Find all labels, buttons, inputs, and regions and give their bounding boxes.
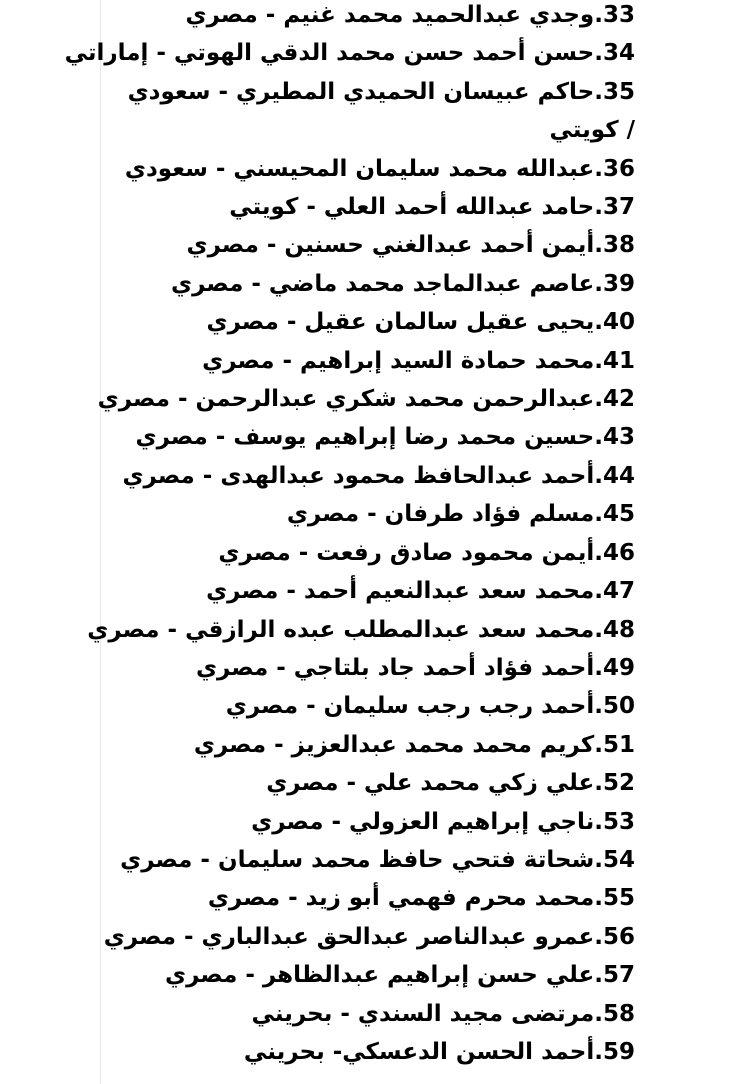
list-item-number: 34 bbox=[602, 40, 635, 67]
list-item-number: 50 bbox=[602, 693, 635, 720]
list-item-text: أحمد رجب رجب سليمان - مصري bbox=[225, 693, 595, 720]
list-item-text: محمد سعد عبدالنعيم أحمد - مصري bbox=[206, 578, 595, 605]
list-item-text: محمد حمادة السيد إبراهيم - مصري bbox=[202, 347, 595, 374]
list-item-text: عاصم عبدالماجد محمد ماضي - مصري bbox=[171, 270, 595, 297]
list-item-text: محمد سعد عبدالمطلب عبده الرازقي - مصري bbox=[87, 616, 595, 643]
list-item-separator: . bbox=[594, 578, 603, 605]
list-item-text: ناجي إبراهيم العزولي - مصري bbox=[251, 808, 595, 835]
list-item-number: 57 bbox=[602, 962, 635, 989]
list-item-separator: . bbox=[594, 232, 603, 259]
list-item-number: 49 bbox=[602, 654, 635, 681]
list-item bbox=[115, 73, 635, 150]
list-item bbox=[115, 534, 635, 572]
list-item-text: وجدي عبدالحميد محمد غنيم - مصري bbox=[185, 2, 595, 28]
list-item bbox=[115, 265, 635, 303]
list-item-text: عبدالله محمد سليمان المحيسني - سعودي bbox=[124, 155, 595, 182]
list-item-text: حسين محمد رضا إبراهيم يوسف - مصري bbox=[135, 424, 595, 451]
list-item bbox=[115, 1033, 635, 1071]
list-item-text: كريم محمد محمد عبدالعزيز - مصري bbox=[193, 731, 595, 758]
list-item-separator: . bbox=[594, 386, 603, 413]
list-item-number: 47 bbox=[602, 578, 635, 605]
list-item-separator: . bbox=[594, 693, 603, 720]
list-item-separator: . bbox=[594, 770, 603, 797]
list-item-separator: . bbox=[594, 155, 603, 182]
list-item-text: محمد محرم فهمي أبو زيد - مصري bbox=[207, 885, 595, 912]
list-item-text: شحاتة فتحي حافظ محمد سليمان - مصري bbox=[120, 846, 595, 873]
list-item-text: مسلم فؤاد طرفان - مصري bbox=[286, 501, 595, 528]
list-item bbox=[115, 226, 635, 264]
list-item-number: 40 bbox=[602, 309, 635, 336]
list-item-separator: . bbox=[594, 78, 603, 105]
list-item-number: 46 bbox=[602, 539, 635, 566]
list-item-text: مرتضى مجيد السندي - بحريني bbox=[251, 1000, 595, 1027]
list-item-separator: . bbox=[594, 885, 603, 912]
names-list bbox=[64, 0, 635, 1071]
list-item-separator: . bbox=[594, 424, 603, 451]
list-item-number: 52 bbox=[602, 770, 635, 797]
list-item bbox=[64, 34, 635, 72]
list-item-text: عبدالرحمن محمد شكري عبدالرحمن - مصري bbox=[97, 386, 595, 413]
list-item-text: حسن أحمد حسن محمد الدقي الهوتي - إماراتي bbox=[64, 40, 595, 67]
list-item-separator: . bbox=[594, 194, 603, 221]
list-item-number: 37 bbox=[602, 194, 635, 221]
list-item-number: 59 bbox=[602, 1038, 635, 1065]
list-item-number: 55 bbox=[602, 885, 635, 912]
list-item bbox=[87, 611, 635, 649]
list-item-number: 42 bbox=[602, 386, 635, 413]
list-item-number: 51 bbox=[602, 731, 635, 758]
list-item-separator: . bbox=[594, 654, 603, 681]
list-item-text: حاكم عبيسان الحميدي المطيري - سعودي / كويتي bbox=[127, 78, 635, 144]
list-item bbox=[115, 342, 635, 380]
list-item bbox=[115, 803, 635, 841]
list-item bbox=[115, 418, 635, 456]
list-item-separator: . bbox=[594, 846, 603, 873]
list-item-number: 35 bbox=[602, 78, 635, 105]
list-item-text: عمرو عبدالناصر عبدالحق عبدالباري - مصري bbox=[103, 923, 595, 950]
list-item-text: علي حسن إبراهيم عبدالظاهر - مصري bbox=[165, 962, 595, 989]
list-item bbox=[115, 303, 635, 341]
list-item-number: 38 bbox=[602, 232, 635, 259]
list-item-number: 56 bbox=[602, 923, 635, 950]
list-item-separator: . bbox=[594, 1000, 603, 1027]
list-item-number: 41 bbox=[602, 347, 635, 374]
list-item-number: 54 bbox=[602, 846, 635, 873]
list-item-number: 58 bbox=[602, 1000, 635, 1027]
list-item-text: أحمد الحسن الدعسكي- بحريني bbox=[243, 1038, 595, 1065]
page-edge-divider bbox=[100, 0, 101, 1084]
list-item bbox=[115, 150, 635, 188]
list-item-separator: . bbox=[594, 462, 603, 489]
list-item bbox=[115, 956, 635, 994]
list-item-separator: . bbox=[594, 808, 603, 835]
list-item-text: أيمن أحمد عبدالغني حسنين - مصري bbox=[186, 232, 595, 259]
list-item-separator: . bbox=[594, 923, 603, 950]
list-item-separator: . bbox=[594, 962, 603, 989]
list-item-separator: . bbox=[594, 40, 603, 67]
list-item bbox=[115, 764, 635, 802]
list-item-text: أيمن محمود صادق رفعت - مصري bbox=[218, 539, 595, 566]
list-item bbox=[115, 457, 635, 495]
list-item-number: 43 bbox=[602, 424, 635, 451]
list-item bbox=[115, 649, 635, 687]
list-item-separator: . bbox=[594, 731, 603, 758]
list-item-separator: . bbox=[594, 501, 603, 528]
list-item bbox=[115, 879, 635, 917]
list-item bbox=[115, 687, 635, 725]
list-item-text: علي زكي محمد علي - مصري bbox=[266, 770, 595, 797]
list-item-separator: . bbox=[594, 1038, 603, 1065]
list-item-number: 53 bbox=[602, 808, 635, 835]
list-item-separator: . bbox=[594, 309, 603, 336]
list-item-separator: . bbox=[594, 270, 603, 297]
list-item-text: أحمد عبدالحافظ محمود عبدالهدى - مصري bbox=[122, 462, 595, 489]
list-item bbox=[115, 188, 635, 226]
list-item-number: 33 bbox=[602, 2, 635, 28]
list-item-number: 48 bbox=[602, 616, 635, 643]
list-item bbox=[115, 726, 635, 764]
list-item-number: 39 bbox=[602, 270, 635, 297]
list-item-number: 36 bbox=[602, 155, 635, 182]
list-item-separator: . bbox=[594, 2, 603, 28]
list-item-text: أحمد فؤاد أحمد جاد بلتاجي - مصري bbox=[195, 654, 595, 681]
list-item bbox=[115, 995, 635, 1033]
list-item bbox=[115, 572, 635, 610]
list-item-separator: . bbox=[594, 616, 603, 643]
list-item-number: 44 bbox=[602, 462, 635, 489]
list-item-number: 45 bbox=[602, 501, 635, 528]
list-item bbox=[115, 0, 635, 34]
list-item-text: حامد عبدالله أحمد العلي - كويتي bbox=[229, 194, 595, 221]
list-item-separator: . bbox=[594, 347, 603, 374]
list-item bbox=[103, 918, 635, 956]
list-item bbox=[115, 841, 635, 879]
list-item-text: يحيى عقيل سالمان عقيل - مصري bbox=[206, 309, 595, 336]
list-item-separator: . bbox=[594, 539, 603, 566]
list-item bbox=[115, 495, 635, 533]
list-item bbox=[97, 380, 635, 418]
